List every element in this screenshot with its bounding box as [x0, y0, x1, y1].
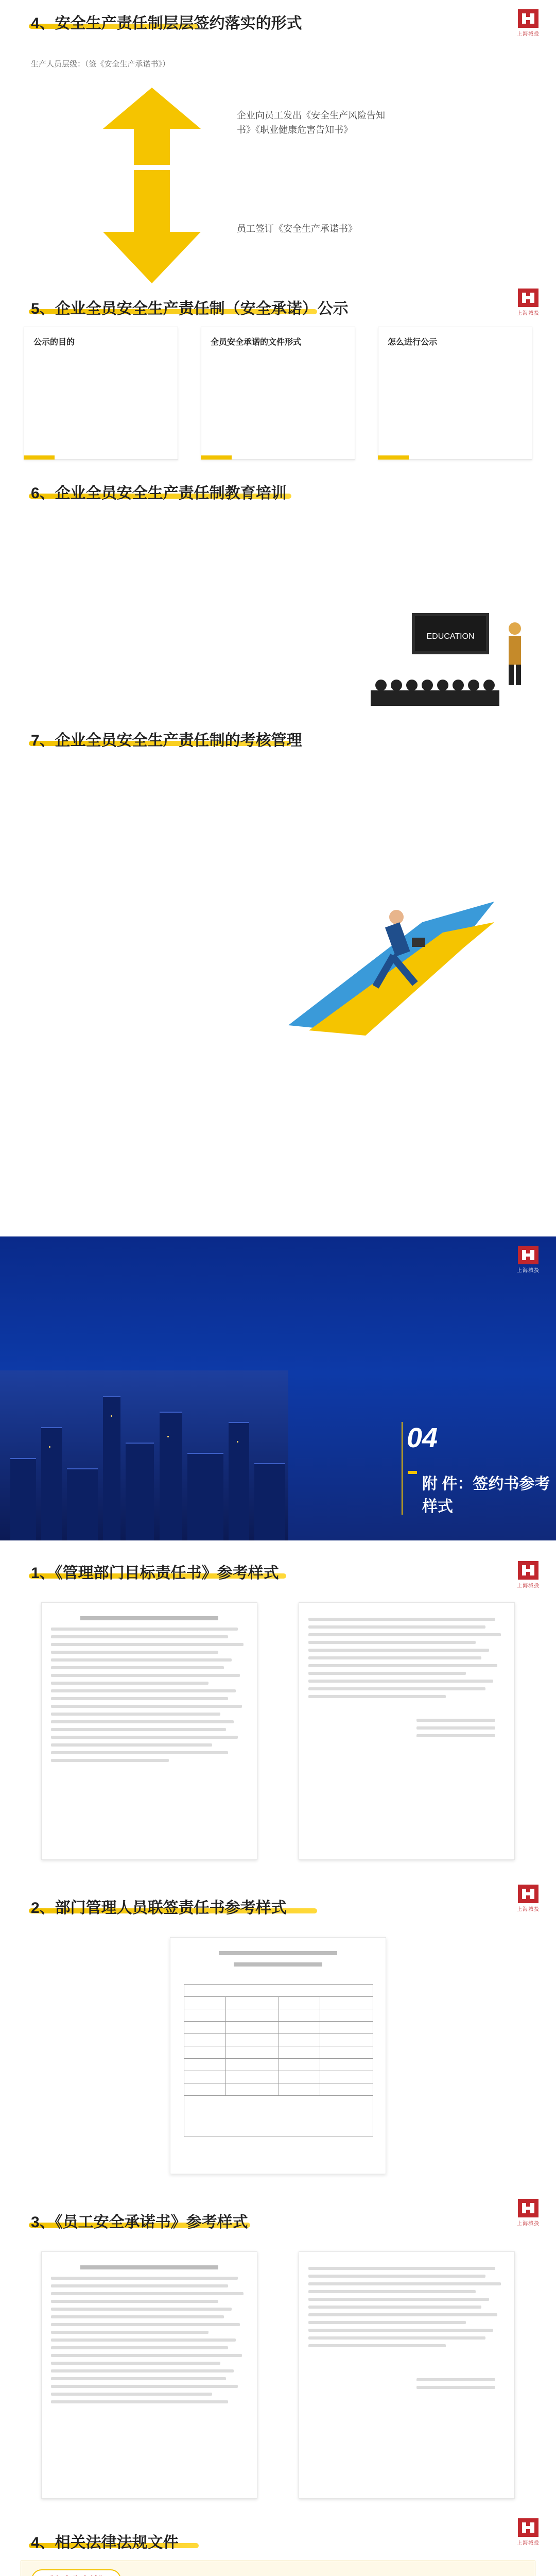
brand-logo: 上海城投	[514, 1561, 543, 1589]
arrow-up-icon	[103, 88, 201, 165]
section-4-title: 4、安全生产责任制层层签约落实的形式	[31, 15, 302, 32]
brand-logo: 上海城投	[514, 9, 543, 37]
law-box-1	[21, 2561, 535, 2576]
brand-logo: 上海城投	[514, 2199, 543, 2227]
section-4	[0, 0, 556, 289]
section-5	[0, 289, 556, 464]
document-page-2	[299, 2251, 515, 2499]
arrow-up-text: 企业向员工发出《安全生产风险告知书》《职业健康危害告知书》	[237, 110, 385, 135]
annex-number: 04	[407, 1422, 438, 1453]
laws-1-title: 4、相关法律法规文件	[31, 2534, 179, 2551]
laws-section-1	[0, 2509, 556, 2576]
section-7-title: 7、企业全员安全生产责任制的考核管理	[31, 732, 302, 749]
card-form: 全员安全承诺的文件形式	[201, 327, 355, 460]
level-note: 生产人员层级：（签《安全生产承诺书》）	[31, 60, 170, 69]
form-table	[184, 1984, 373, 2137]
education-board-text: EDUCATION	[426, 632, 475, 641]
section-5-title: 5、企业全员安全生产责任制（安全承诺）公示	[31, 300, 349, 317]
law-tag-safety-law	[31, 2569, 121, 2576]
annex-2	[0, 1875, 556, 2190]
brand-logo: 上海城投	[514, 1885, 543, 1912]
document-page-1	[41, 2251, 257, 2499]
brand-logo-icon	[518, 9, 538, 28]
brand-logo: 上海城投	[514, 289, 543, 316]
annex-3	[0, 2190, 556, 2509]
annex-3-title: 3、《员工安全承诺书》参考样式	[31, 2214, 248, 2231]
runner-illustration	[288, 891, 494, 1036]
arrow-down-text: 员工签订《安全生产承诺书》	[237, 224, 357, 234]
section-6	[0, 464, 556, 711]
section-6-title: 6、企业全员安全生产责任制教育培训	[31, 485, 287, 502]
section-7	[0, 711, 556, 1236]
brand-logo: 上海城投	[514, 2518, 543, 2546]
document-page-2	[299, 1602, 515, 1860]
annex-1	[0, 1540, 556, 1875]
document-page-1	[41, 1602, 257, 1860]
classroom-illustration	[371, 613, 546, 706]
city-skyline	[0, 1370, 288, 1540]
annex-1-title: 1、《管理部门目标责任书》参考样式	[31, 1565, 279, 1582]
card-purpose: 公示的目的	[24, 327, 178, 460]
card-how: 怎么进行公示	[378, 327, 532, 460]
annex-2-title: 2、部门管理人员联签责任书参考样式	[31, 1900, 287, 1917]
annex-cover	[0, 1236, 556, 1540]
brand-logo: 上海城投	[514, 1246, 543, 1274]
annex-title: 附 件：签约书参考样式	[422, 1476, 550, 1515]
document-form	[170, 1937, 386, 2174]
arrow-down-icon	[103, 170, 201, 283]
